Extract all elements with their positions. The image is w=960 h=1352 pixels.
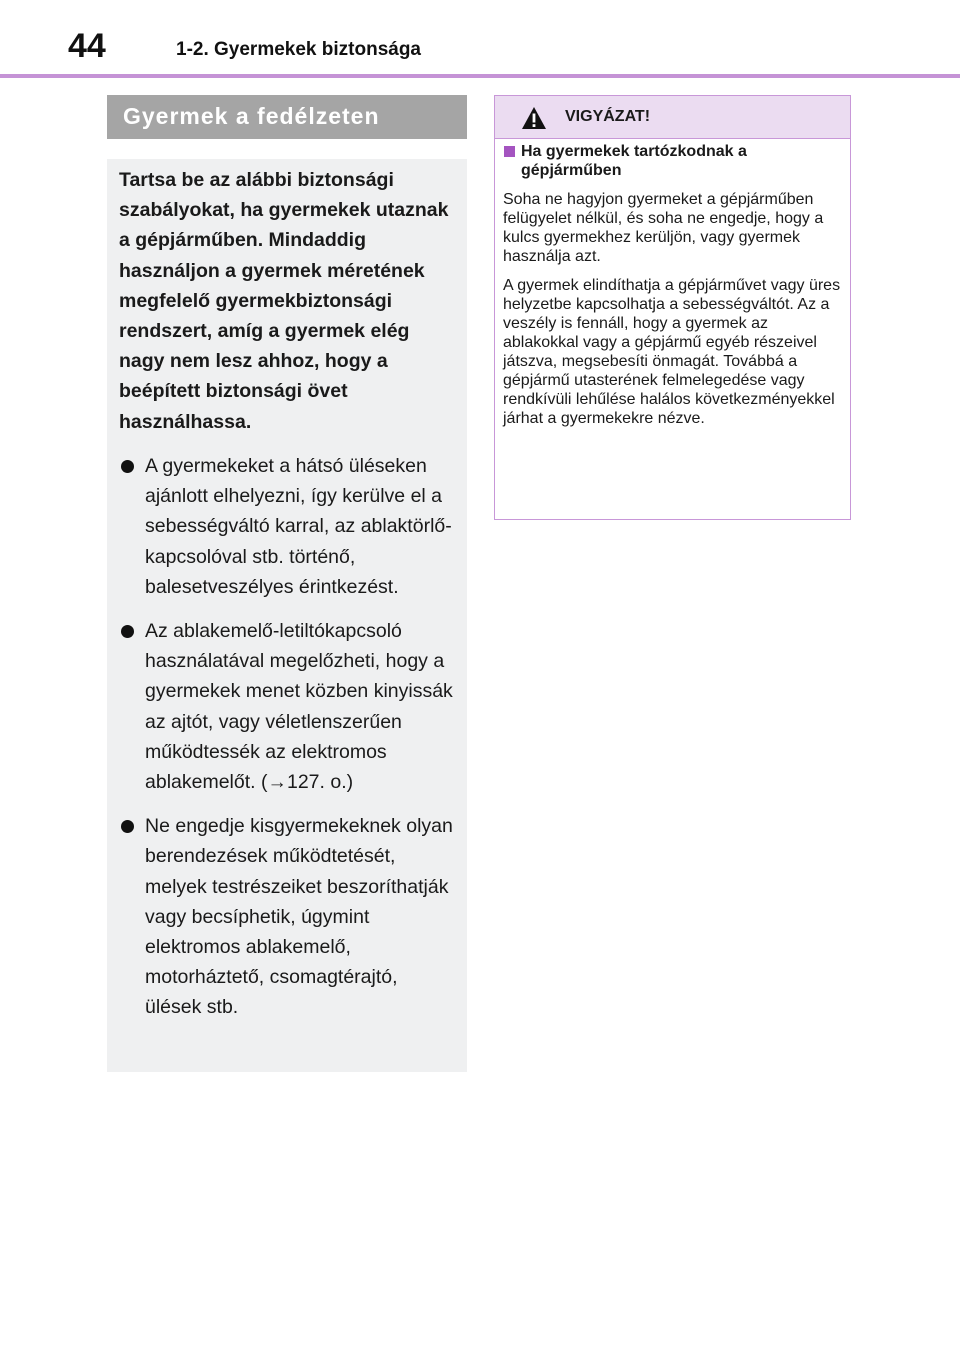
list-item-text: Az ablakemelő-letiltókapcsoló használatával megelőzheti, hogy a gyermekek menet közben kinyissák az ajtót, vagy véletlenszerűen működtessék az elektromos ablakemelőt. (→127. o.) [145, 620, 453, 794]
bullet-icon [121, 625, 134, 638]
warning-subheading-text: Ha gyermekek tartózkodnak a gépjárműben [521, 143, 747, 179]
warning-body [503, 142, 841, 438]
warning-header [495, 96, 850, 139]
bullet-list [119, 451, 459, 1037]
left-column [107, 95, 467, 1072]
list-item [119, 616, 459, 797]
section-title: 1-2. Gyermekek biztonsága [176, 39, 421, 60]
header-rule [0, 74, 960, 78]
square-bullet-icon [504, 146, 515, 157]
bullet-icon [121, 820, 134, 833]
warning-paragraph: A gyermek elindíthatja a gépjárművet vagy üres helyzetbe kapcsolhatja a sebességváltót. Az a veszély is fennáll, hogy a gyermek az ablakokkal vagy a gépjármű egyéb részeivel játszva, megsebesíti önmagát. Továbbá a gépjármű utasterének felmelegedése vagy rendkívüli lehűlése halálos következményekkel járhat a gyermekekre nézve. [503, 277, 841, 427]
topic-heading [107, 95, 467, 139]
warning-label: VIGYÁZAT! [565, 108, 651, 125]
page-header [0, 0, 960, 80]
warning-subheading [503, 142, 841, 180]
list-item-text: A gyermekeket a hátsó üléseken ajánlott elhelyezni, így kerülve el a sebességváltó karral, az ablaktörlő-kapcsolóval stb. történő, balesetveszélyes érintkezést. [145, 455, 452, 598]
intro-text: Tartsa be az alábbi biztonsági szabályokat, ha gyermekek utaznak a gépjárműben. Mindaddig használjon a gyermek méretének megfelelő gyermekbiztonsági rendszert, amíg a gyermek elég nagy nem lesz ahhoz, hogy a beépített biztonsági övet használhassa. [119, 169, 449, 433]
warning-paragraph: Soha ne hagyjon gyermeket a gépjárműben felügyelet nélkül, és soha ne engedje, hogy a kulcs gyermekhez kerüljön, vagy gyermek használja azt. [503, 191, 824, 265]
bullet-icon [121, 460, 134, 473]
list-item [119, 811, 459, 1022]
list-item [119, 451, 459, 602]
list-item-text: Ne engedje kisgyermekeknek olyan berendezések működtetését, melyek testrészeiket beszoríthatják vagy becsíphetik, úgymint elektromos ablakemelő, motorháztető, csomagtérajtó, ülések stb. [145, 815, 453, 1019]
warning-box [494, 95, 851, 520]
warning-triangle-icon [521, 106, 547, 130]
info-box [107, 159, 467, 1072]
topic-heading-text: Gyermek a fedélzeten [123, 103, 380, 129]
page-number: 44 [68, 27, 106, 65]
